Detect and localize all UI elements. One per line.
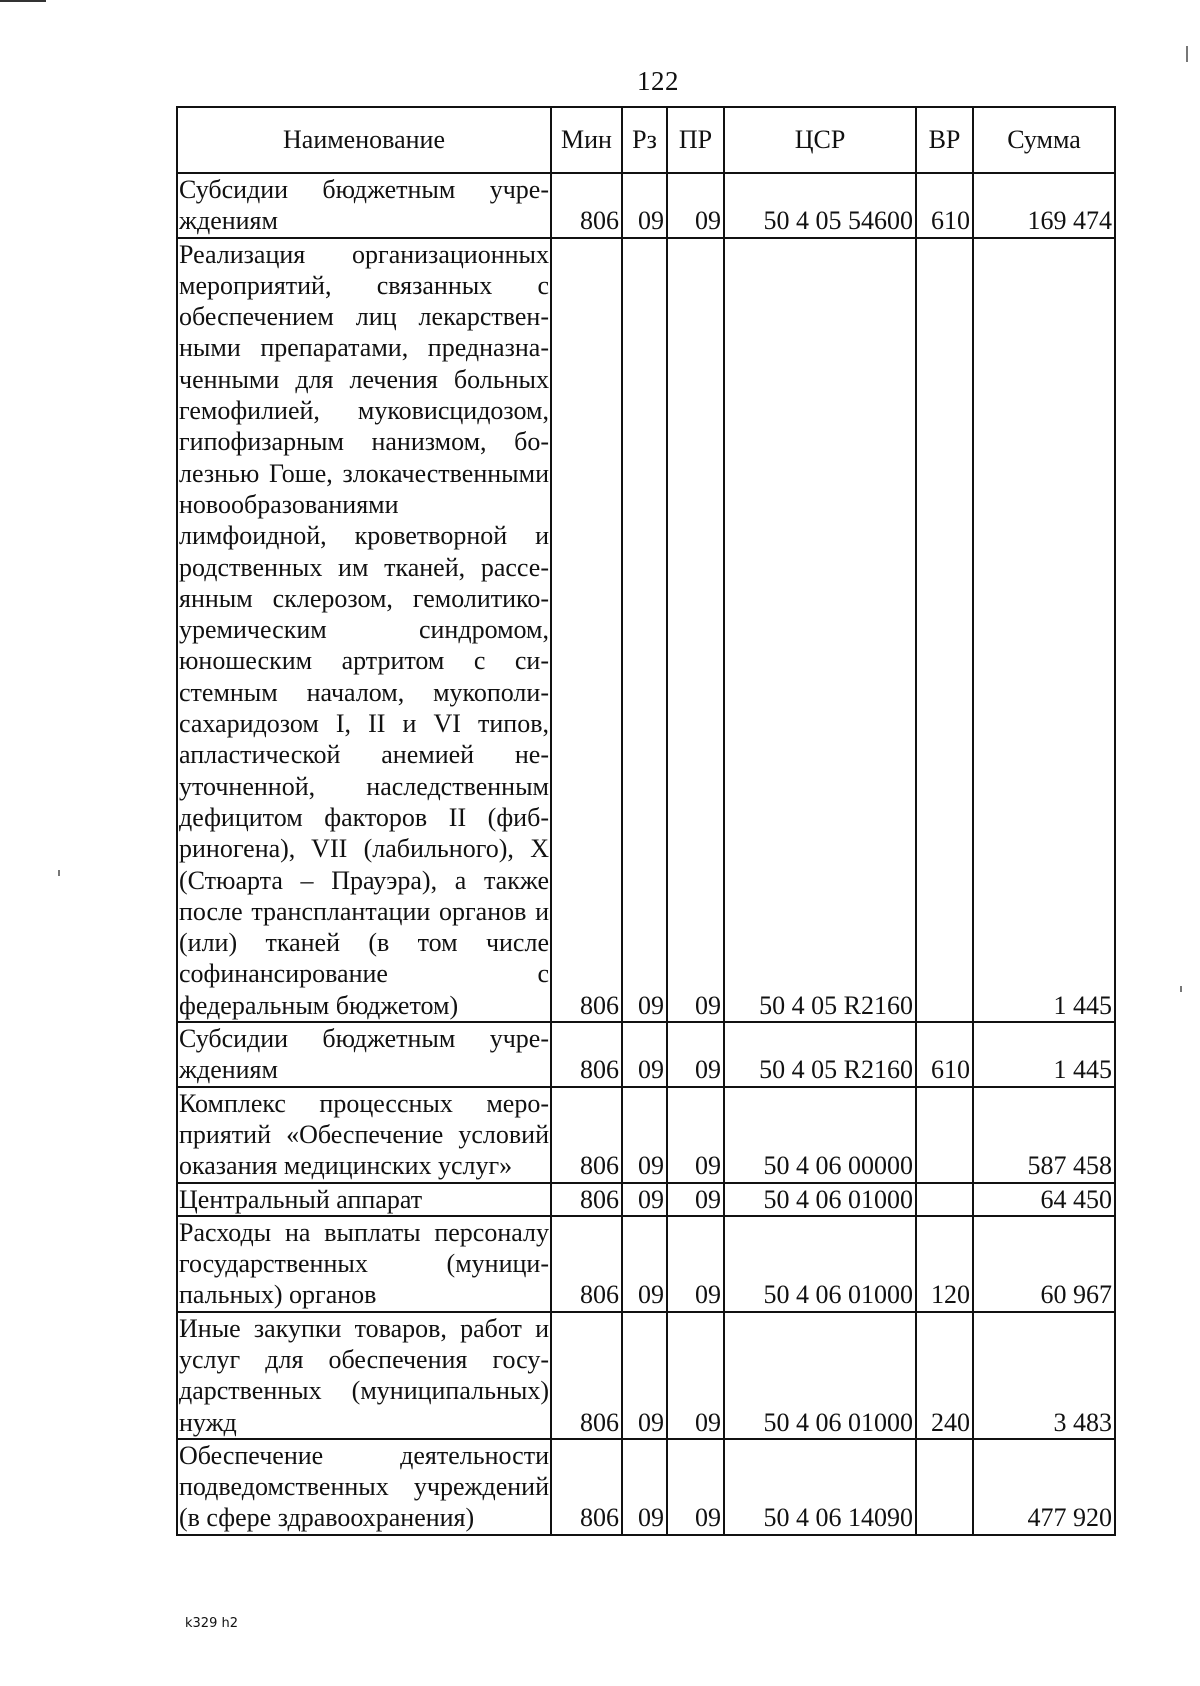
table-row bbox=[177, 238, 1115, 1022]
page-number: 122 bbox=[637, 66, 679, 96]
row-rz: 09 bbox=[622, 173, 667, 238]
row-sum: 60 967 bbox=[973, 1216, 1115, 1312]
row-min: 806 bbox=[551, 238, 622, 1022]
table-row bbox=[177, 1312, 1115, 1439]
row-sum: 477 920 bbox=[973, 1439, 1115, 1535]
row-name: Иные закупки товаров, работ и услуг для обеспечения государственных (муниципальных) нужд bbox=[177, 1312, 551, 1439]
row-vr bbox=[916, 1087, 973, 1183]
row-pr: 09 bbox=[667, 238, 724, 1022]
row-name: Субсидии бюджетным учреждениям bbox=[177, 1022, 551, 1087]
row-pr: 09 bbox=[667, 173, 724, 238]
row-csr: 50 4 06 01000 bbox=[724, 1312, 916, 1439]
row-sum: 169 474 bbox=[973, 173, 1115, 238]
row-vr bbox=[916, 238, 973, 1022]
row-vr bbox=[916, 1183, 973, 1216]
row-rz: 09 bbox=[622, 1312, 667, 1439]
row-csr: 50 4 06 01000 bbox=[724, 1216, 916, 1312]
row-sum: 3 483 bbox=[973, 1312, 1115, 1439]
row-vr: 610 bbox=[916, 173, 973, 238]
row-rz: 09 bbox=[622, 1087, 667, 1183]
row-name: Субсидии бюджетным учреждениям bbox=[177, 173, 551, 238]
row-name: Обеспечение деятельности подведомственных учреждений (в сфере здравоохранения) bbox=[177, 1439, 551, 1535]
row-pr: 09 bbox=[667, 1183, 724, 1216]
row-pr: 09 bbox=[667, 1312, 724, 1439]
row-name: Комплекс процессных мероприятий «Обеспечение условий оказания медицинских услуг» bbox=[177, 1087, 551, 1183]
row-min: 806 bbox=[551, 1183, 622, 1216]
table-row bbox=[177, 1439, 1115, 1535]
row-vr: 240 bbox=[916, 1312, 973, 1439]
row-rz: 09 bbox=[622, 238, 667, 1022]
table-row bbox=[177, 173, 1115, 238]
row-pr: 09 bbox=[667, 1087, 724, 1183]
row-min: 806 bbox=[551, 173, 622, 238]
row-sum: 64 450 bbox=[973, 1183, 1115, 1216]
header-name: Наименование bbox=[177, 107, 551, 173]
table-row bbox=[177, 1022, 1115, 1087]
row-vr: 120 bbox=[916, 1216, 973, 1312]
row-min: 806 bbox=[551, 1312, 622, 1439]
table-row bbox=[177, 1216, 1115, 1312]
row-rz: 09 bbox=[622, 1022, 667, 1087]
row-csr: 50 4 05 54600 bbox=[724, 173, 916, 238]
scan-margin-mark bbox=[1186, 46, 1188, 62]
header-vr: ВР bbox=[916, 107, 973, 173]
table-row bbox=[177, 1087, 1115, 1183]
row-csr: 50 4 06 00000 bbox=[724, 1087, 916, 1183]
scan-edge-mark bbox=[0, 0, 46, 2]
row-min: 806 bbox=[551, 1216, 622, 1312]
row-sum: 1 445 bbox=[973, 1022, 1115, 1087]
scan-margin-mark bbox=[58, 870, 60, 876]
row-min: 806 bbox=[551, 1087, 622, 1183]
header-min: Мин bbox=[551, 107, 622, 173]
header-rz: Рз bbox=[622, 107, 667, 173]
row-min: 806 bbox=[551, 1022, 622, 1087]
table-row bbox=[177, 1183, 1115, 1216]
row-pr: 09 bbox=[667, 1439, 724, 1535]
footer-document-code: k329 h2 bbox=[185, 1616, 238, 1631]
row-csr: 50 4 06 01000 bbox=[724, 1183, 916, 1216]
header-csr: ЦСР bbox=[724, 107, 916, 173]
row-min: 806 bbox=[551, 1439, 622, 1535]
row-vr: 610 bbox=[916, 1022, 973, 1087]
row-rz: 09 bbox=[622, 1439, 667, 1535]
header-pr: ПР bbox=[667, 107, 724, 173]
row-name: Расходы на выплаты персоналу государственных (муниципальных) органов bbox=[177, 1216, 551, 1312]
row-csr: 50 4 05 R2160 bbox=[724, 238, 916, 1022]
row-name: Реализация организационных мероприятий, связанных с обеспечением лиц лекарственными препаратами, предназначенными для лечения больных гемофилией, муковисцидозом, гипофизарным нанизмом, болезнью Гоше, злокачественными новообразованиями лимфоидной, кроветворной и родственных им тканей, рассеянным склерозом, гемолитико-уремическим синдромом, юношеским артритом с системным началом, мукополисахаридозом I, II и VI типов, апластической анемией неуточненной, наследственным дефицитом факторов II (фибриногена), VII (лабильного), X (Стюарта – Прауэра), а также после трансплантации органов и (или) тканей (в том числе софинансирование с федеральным бюджетом) bbox=[177, 238, 551, 1022]
row-rz: 09 bbox=[622, 1183, 667, 1216]
budget-table bbox=[176, 106, 1116, 1536]
row-sum: 587 458 bbox=[973, 1087, 1115, 1183]
row-rz: 09 bbox=[622, 1216, 667, 1312]
row-csr: 50 4 05 R2160 bbox=[724, 1022, 916, 1087]
header-sum: Сумма bbox=[973, 107, 1115, 173]
row-csr: 50 4 06 14090 bbox=[724, 1439, 916, 1535]
scan-margin-mark bbox=[1180, 986, 1182, 992]
table-header-row bbox=[177, 107, 1115, 173]
row-sum: 1 445 bbox=[973, 238, 1115, 1022]
row-name: Центральный аппарат bbox=[177, 1183, 551, 1216]
row-vr bbox=[916, 1439, 973, 1535]
row-pr: 09 bbox=[667, 1216, 724, 1312]
row-pr: 09 bbox=[667, 1022, 724, 1087]
